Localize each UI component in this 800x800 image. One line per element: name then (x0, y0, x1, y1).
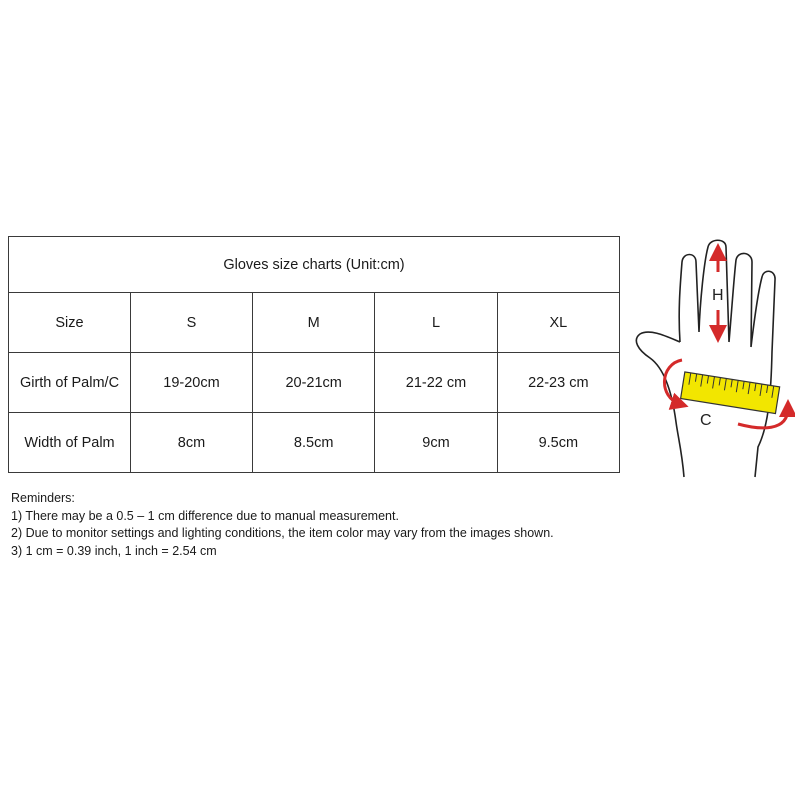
table-cell: 19-20cm (131, 353, 253, 413)
table-row (9, 353, 620, 413)
table-cell: 9.5cm (497, 413, 619, 473)
measuring-tape-icon (681, 372, 780, 414)
size-chart-table (8, 236, 620, 473)
table-cell: 8.5cm (253, 413, 375, 473)
reminders-heading: Reminders: (11, 491, 75, 505)
reminders-section (11, 490, 651, 560)
header-cell: L (375, 293, 497, 353)
table-cell: 9cm (375, 413, 497, 473)
circumference-label: C (700, 412, 712, 429)
header-cell: XL (497, 293, 619, 353)
table-cell: 20-21cm (253, 353, 375, 413)
table-cell: 22-23 cm (497, 353, 619, 413)
reminder-item: 3) 1 cm = 0.39 inch, 1 inch = 2.54 cm (11, 543, 217, 558)
hand-measurement-diagram (630, 232, 795, 482)
row-label: Width of Palm (9, 413, 131, 473)
table-cell: 21-22 cm (375, 353, 497, 413)
table-cell: 8cm (131, 413, 253, 473)
reminder-item: 2) Due to monitor settings and lighting conditions, the item color may vary from the images shown. (11, 526, 554, 540)
height-label: H (712, 287, 724, 304)
table-header-row (9, 293, 620, 353)
reminder-item: 1) There may be a 0.5 – 1 cm difference due to manual measurement. (11, 508, 399, 523)
header-cell: S (131, 293, 253, 353)
header-cell: M (253, 293, 375, 353)
header-cell: Size (9, 293, 131, 353)
table-title-row (9, 237, 620, 293)
table-row (9, 413, 620, 473)
table-title: Gloves size charts (Unit:cm) (9, 237, 620, 293)
hand-outline-icon (636, 240, 775, 477)
row-label: Girth of Palm/C (9, 353, 131, 413)
